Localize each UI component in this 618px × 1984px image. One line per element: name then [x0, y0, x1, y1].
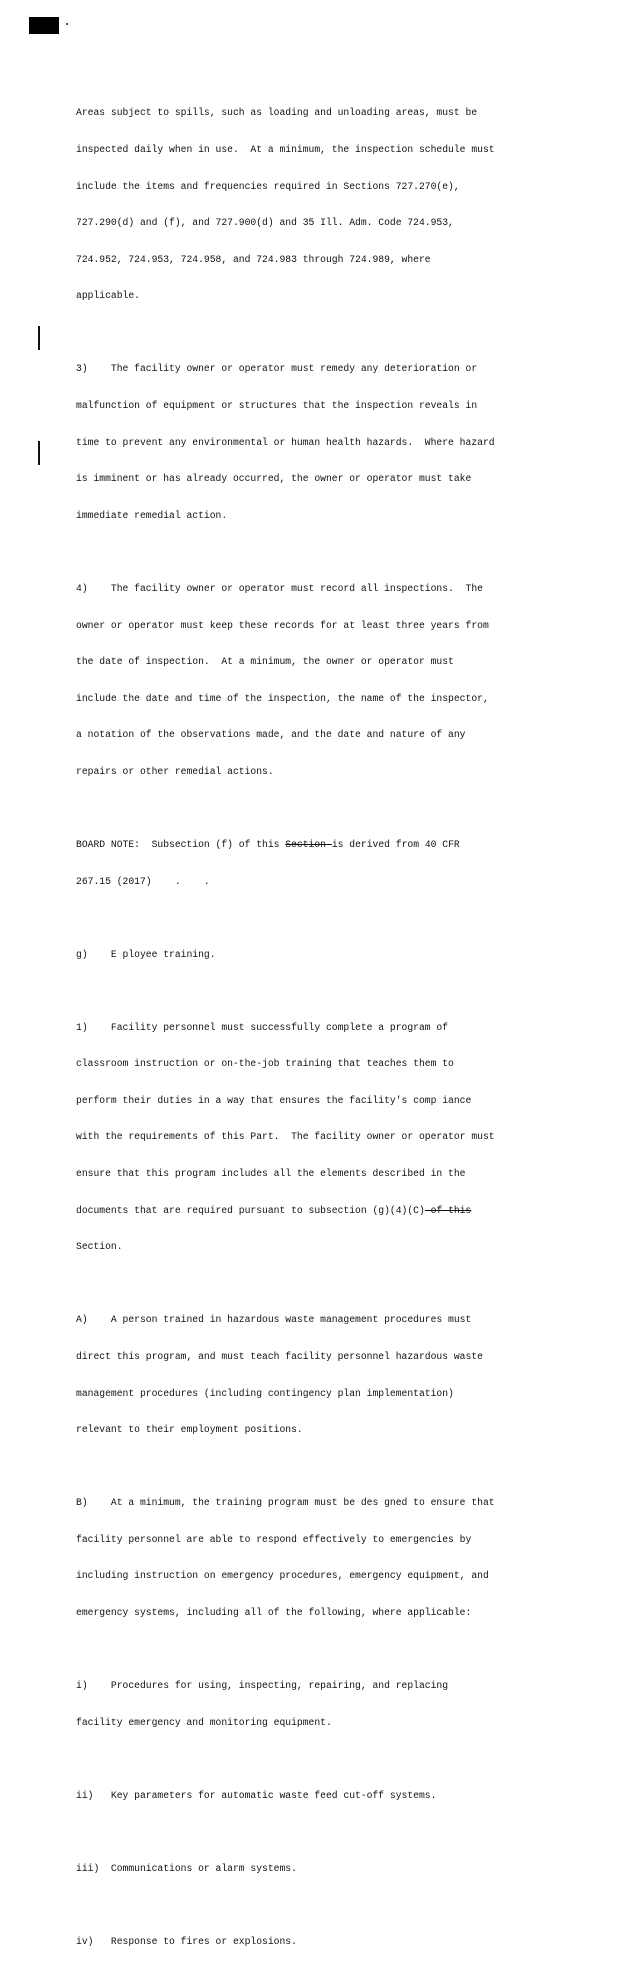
text-line: perform their duties in a way that ensures the facility's comp iance [76, 1094, 472, 1106]
text-line: facility emergency and monitoring equipment. [76, 1716, 332, 1728]
text-line: inspected daily when in use. At a minimum, the inspection schedule must [76, 144, 495, 156]
text-line: 267.15 (2017) . . [76, 875, 210, 887]
text-line: 727.290(d) and (f), and 727.900(d) and 35 Ill. Adm. Code 724.953, [76, 217, 454, 229]
text-line: relevant to their employment positions. [76, 1424, 303, 1436]
paragraph-board-note [76, 815, 546, 913]
paragraph-areas-inspection [76, 83, 546, 327]
text-line: B) At a minimum, the training program must be des gned to ensure that [76, 1497, 495, 1509]
paragraph-iii [76, 1838, 546, 1899]
text-line: 1) Facility personnel must successfully complete a program of [76, 1021, 449, 1033]
text-line: management procedures (including contingency plan implementation) [76, 1387, 454, 1399]
paragraph-iv [76, 1911, 546, 1972]
change-bar-board-note [38, 326, 40, 350]
text-line: iv) Response to fires or explosions. [76, 1935, 297, 1947]
struck-text: of this [424, 1204, 472, 1216]
paragraph-employee-training-heading [76, 924, 546, 985]
text-line: Section. [76, 1241, 123, 1253]
document-body [76, 83, 546, 1984]
text-line: repairs or other remedial actions. [76, 765, 274, 777]
redaction-block [29, 17, 59, 34]
text-line: include the date and time of the inspection, the name of the inspector, [76, 692, 489, 704]
paragraph-record-inspections [76, 559, 546, 803]
text-line: with the requirements of this Part. The facility owner or operator must [76, 1131, 495, 1143]
text-line: Areas subject to spills, such as loading and unloading areas, must be [76, 107, 478, 119]
text-line [76, 839, 546, 851]
text-line: ii) Key parameters for automatic waste feed cut-off systems. [76, 1789, 437, 1801]
training-ref-text: documents that are required pursuant to subsection (g)(4)(C) [76, 1204, 425, 1216]
text-line: owner or operator must keep these records for at least three years from [76, 619, 489, 631]
scan-speck [66, 23, 68, 25]
text-line: A) A person trained in hazardous waste management procedures must [76, 1314, 472, 1326]
board-note-tail: is derived from 40 CFR [331, 838, 460, 850]
text-line: include the items and frequencies required in Sections 727.270(e), [76, 180, 460, 192]
text-line: iii) Communications or alarm systems. [76, 1862, 297, 1874]
text-line: immediate remedial action. [76, 509, 228, 521]
text-line: is imminent or has already occurred, the owner or operator must take [76, 473, 472, 485]
text-line: emergency systems, including all of the following, where applicable: [76, 1606, 472, 1618]
paragraph-remedy [76, 339, 546, 546]
paragraph-training-program [76, 997, 546, 1278]
text-line: the date of inspection. At a minimum, the owner or operator must [76, 656, 454, 668]
text-line: a notation of the observations made, and the date and nature of any [76, 729, 466, 741]
text-line: applicable. [76, 290, 140, 302]
text-line: facility personnel are able to respond effectively to emergencies by [76, 1533, 472, 1545]
paragraph-B [76, 1473, 546, 1644]
paragraph-i [76, 1656, 546, 1754]
text-line: time to prevent any environmental or human health hazards. Where hazard [76, 436, 495, 448]
text-line: ensure that this program includes all the elements described in the [76, 1168, 466, 1180]
board-note-lead: BOARD NOTE: Subsection (f) of this [76, 838, 286, 850]
text-line: 4) The facility owner or operator must record all inspections. The [76, 582, 483, 594]
text-line: g) E ployee training. [76, 948, 216, 960]
text-line: classroom instruction or on-the-job training that teaches them to [76, 1058, 454, 1070]
text-line: malfunction of equipment or structures that the inspection reveals in [76, 400, 478, 412]
text-line: including instruction on emergency procedures, emergency equipment, and [76, 1570, 489, 1582]
text-line [76, 1205, 546, 1217]
text-line: 724.952, 724.953, 724.958, and 724.983 through 724.989, where [76, 253, 431, 265]
struck-text: Section [285, 838, 332, 850]
change-bar-training [38, 441, 40, 465]
paragraph-ii [76, 1765, 546, 1826]
paragraph-A [76, 1290, 546, 1461]
text-line: 3) The facility owner or operator must remedy any deterioration or [76, 363, 478, 375]
text-line: i) Procedures for using, inspecting, repairing, and replacing [76, 1679, 449, 1691]
text-line: direct this program, and must teach facility personnel hazardous waste [76, 1350, 483, 1362]
